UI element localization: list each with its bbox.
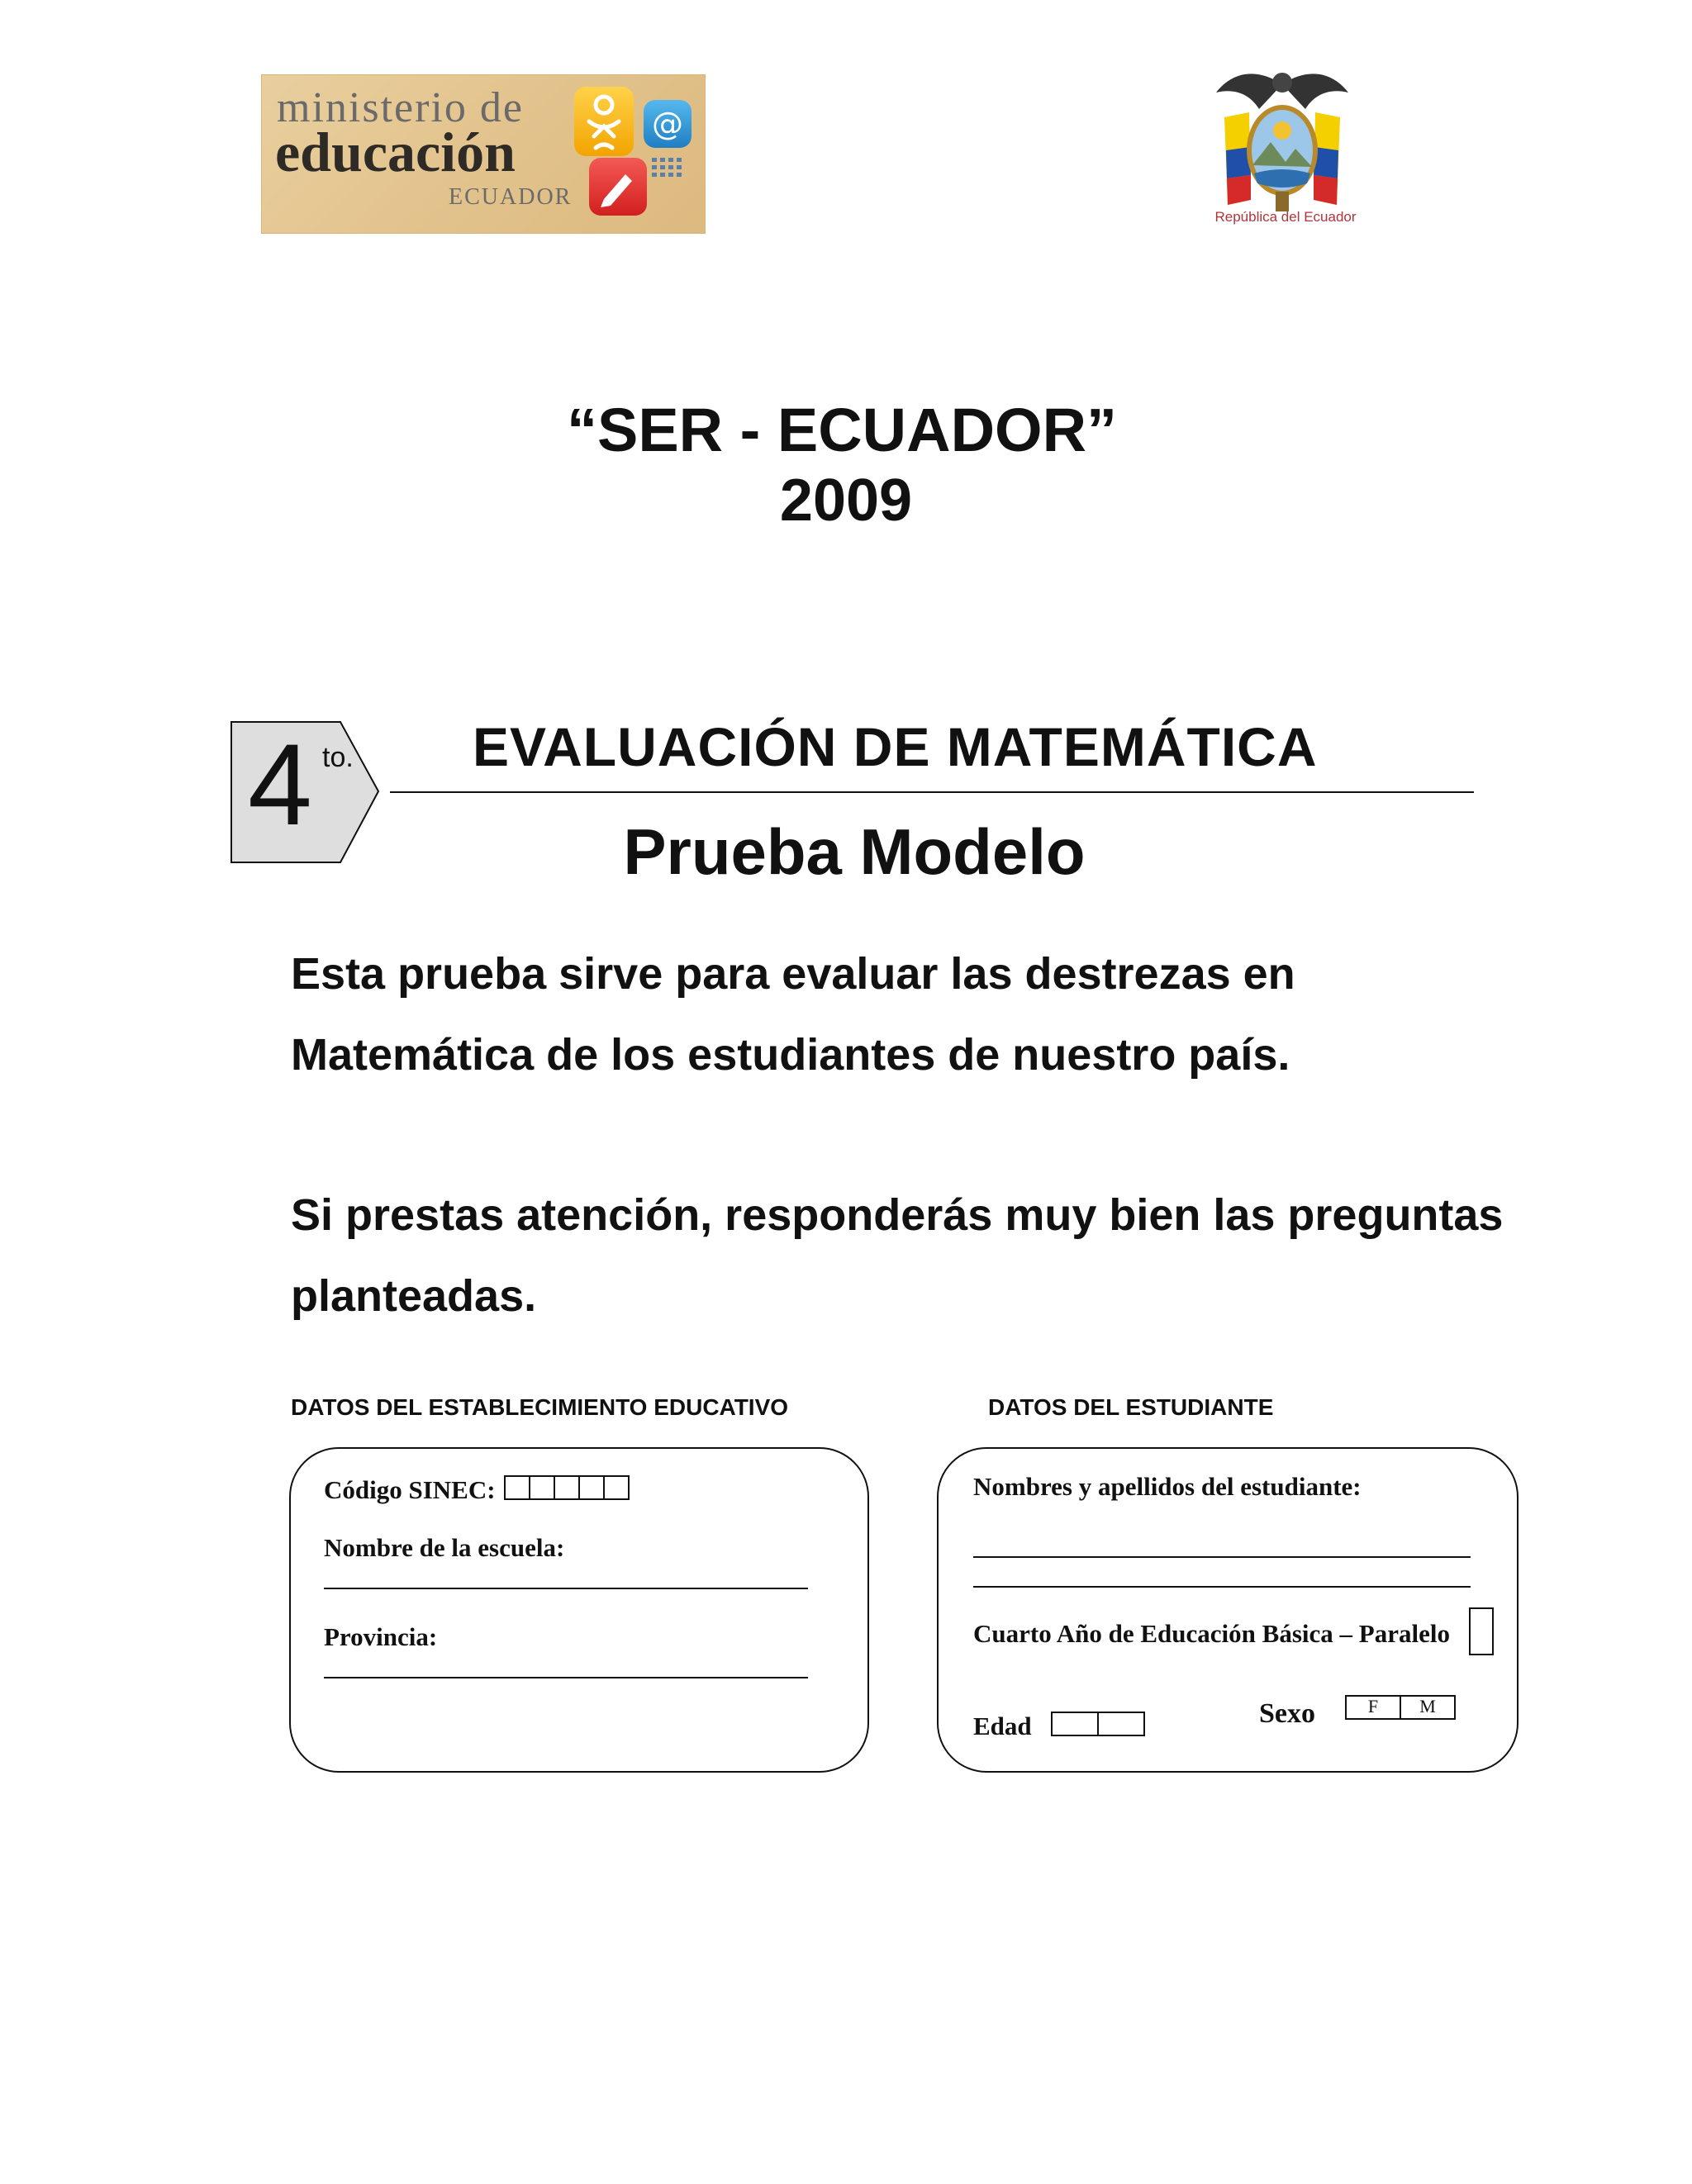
page-title: “SER - ECUADOR” bbox=[566, 396, 1118, 464]
sinec-digit-box[interactable] bbox=[554, 1475, 580, 1500]
sex-option-f[interactable]: F bbox=[1345, 1695, 1401, 1720]
grade-number: 4 bbox=[248, 719, 312, 849]
pencil-tile-icon bbox=[589, 158, 647, 216]
coat-of-arms-icon bbox=[1200, 59, 1365, 225]
sinec-digit-box[interactable] bbox=[578, 1475, 605, 1500]
sinec-digit-box[interactable] bbox=[529, 1475, 555, 1500]
title-divider bbox=[390, 791, 1474, 793]
province-label: Provincia: bbox=[324, 1622, 438, 1651]
page-year: 2009 bbox=[779, 468, 913, 534]
intro-paragraph-2: Si prestas atención, responderás muy bien las preguntas planteadas. bbox=[291, 1190, 1504, 1321]
intro-paragraph-1: Esta prueba sirve para evaluar las destrezas en Matemática de los estudiantes de nuestro país. bbox=[291, 949, 1295, 1080]
header bbox=[0, 395, 1692, 535]
sinec-digit-box[interactable] bbox=[603, 1475, 630, 1500]
grade-suffix: to. bbox=[322, 742, 354, 773]
school-name-label: Nombre de la escuela: bbox=[324, 1533, 565, 1562]
age-digit-box[interactable] bbox=[1051, 1712, 1099, 1736]
student-name-line-2[interactable] bbox=[973, 1586, 1471, 1588]
svg-text:@: @ bbox=[652, 106, 683, 142]
logo-line-3: ECUADOR bbox=[449, 184, 573, 210]
province-line[interactable] bbox=[324, 1677, 808, 1678]
school-name-line[interactable] bbox=[324, 1588, 808, 1589]
grade-parallel-label: Cuarto Año de Educación Básica – Paralelo bbox=[973, 1619, 1450, 1648]
age-label: Edad bbox=[973, 1712, 1032, 1740]
evaluation-title: EVALUACIÓN DE MATEMÁTICA bbox=[473, 716, 1318, 777]
sinec-digit-box[interactable] bbox=[504, 1475, 530, 1500]
age-digit-box[interactable] bbox=[1097, 1712, 1145, 1736]
subtitle: Prueba Modelo bbox=[623, 815, 1086, 888]
sinec-code-label: Código SINEC: bbox=[324, 1475, 496, 1504]
sex-label: Sexo bbox=[1259, 1698, 1315, 1729]
student-name-label: Nombres y apellidos del estudiante: bbox=[973, 1472, 1362, 1501]
keypad-icon bbox=[650, 156, 683, 179]
school-section-title: DATOS DEL ESTABLECIMIENTO EDUCATIVO bbox=[291, 1394, 789, 1420]
student-section-title: DATOS DEL ESTUDIANTE bbox=[988, 1394, 1274, 1420]
student-name-line-1[interactable] bbox=[973, 1556, 1471, 1558]
school-data-box bbox=[289, 1447, 869, 1773]
student-data-box bbox=[937, 1447, 1519, 1773]
ministry-logo bbox=[261, 74, 706, 234]
logo-line-1: ministerio de bbox=[277, 84, 524, 131]
sinec-code-field[interactable] bbox=[504, 1475, 630, 1500]
age-field[interactable] bbox=[1051, 1712, 1145, 1736]
seal-caption: República del Ecuador bbox=[1214, 209, 1357, 225]
sex-option-m[interactable]: M bbox=[1400, 1695, 1456, 1720]
logo-line-2: educación bbox=[275, 121, 516, 183]
sex-options bbox=[1345, 1695, 1456, 1720]
parallel-box[interactable] bbox=[1469, 1607, 1494, 1655]
figure-tile-icon bbox=[574, 87, 634, 156]
at-sign-icon bbox=[644, 100, 692, 148]
